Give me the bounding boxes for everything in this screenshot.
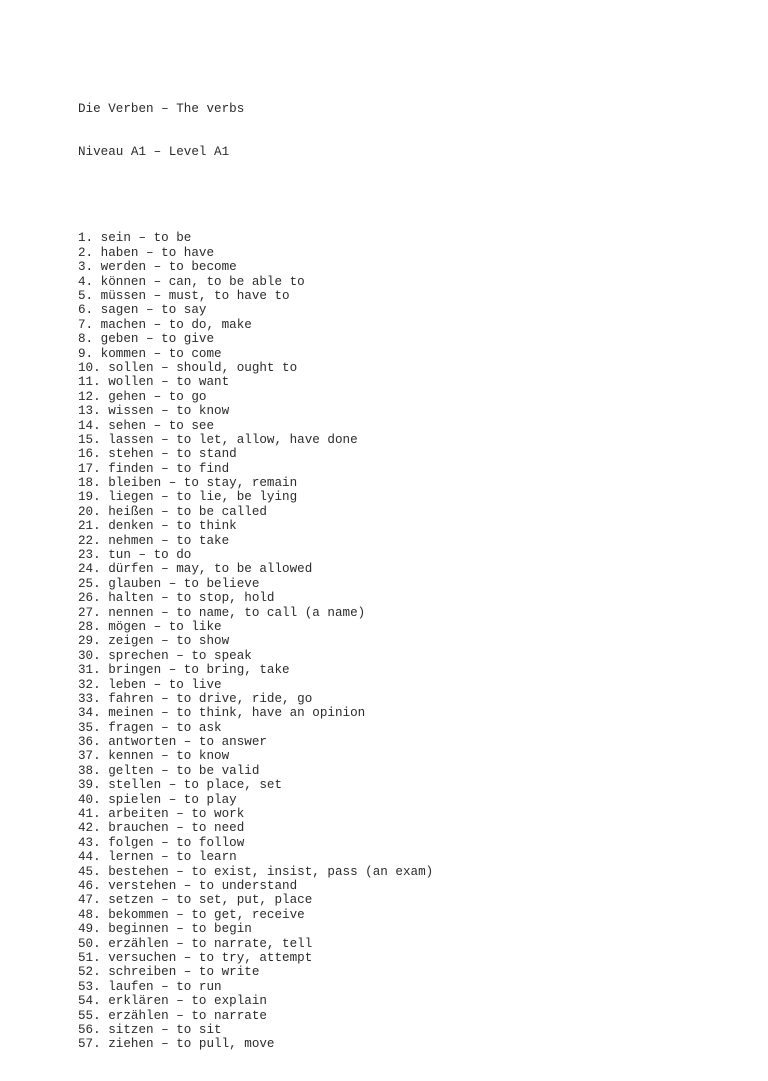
document-level: Niveau A1 – Level A1 — [78, 145, 230, 160]
verb-list-item: 28. mögen – to like — [78, 619, 222, 634]
verb-list-item: 51. versuchen – to try, attempt — [78, 950, 313, 965]
verb-list-item: 3. werden – to become — [78, 260, 237, 275]
verb-list-item: 55. erzählen – to narrate — [78, 1008, 267, 1023]
verb-list-item: 26. halten – to stop, hold — [78, 591, 275, 606]
blank-line — [78, 188, 433, 202]
document-content — [78, 73, 433, 1081]
verb-list-item: 33. fahren – to drive, ride, go — [78, 691, 313, 706]
verb-list-item: 32. leben – to live — [78, 677, 222, 692]
verb-list-item: 8. geben – to give — [78, 332, 215, 347]
verb-list-item: 34. meinen – to think, have an opinion — [78, 706, 366, 721]
verb-list-item: 46. verstehen – to understand — [78, 879, 298, 893]
verb-list — [78, 231, 433, 1051]
verb-list-item: 22. nehmen – to take — [78, 533, 230, 548]
verb-list-item: 29. zeigen – to show — [78, 634, 230, 649]
verb-list-item: 7. machen – to do, make — [78, 317, 252, 332]
verb-list-item: 56. sitzen – to sit — [78, 1022, 222, 1037]
verb-list-item: 35. fragen – to ask — [78, 720, 222, 735]
verb-list-item: 45. bestehen – to exist, insist, pass (an exam) — [78, 864, 434, 879]
verb-list-item: 38. gelten – to be valid — [78, 763, 260, 778]
verb-list-item: 12. gehen – to go — [78, 389, 207, 404]
verb-list-item: 30. sprechen – to speak — [78, 648, 252, 663]
verb-list-item: 23. tun – to do — [78, 548, 192, 563]
verb-list-item: 48. bekommen – to get, receive — [78, 907, 305, 922]
verb-list-item: 52. schreiben – to write — [78, 965, 260, 980]
verb-list-item: 27. nennen – to name, to call (a name) — [78, 605, 366, 620]
verb-list-item: 49. beginnen – to begin — [78, 922, 252, 937]
verb-list-item: 50. erzählen – to narrate, tell — [78, 936, 313, 951]
verb-list-item: 13. wissen – to know — [78, 404, 230, 419]
verb-list-item: 43. folgen – to follow — [78, 835, 245, 850]
verb-list-item: 47. setzen – to set, put, place — [78, 893, 313, 908]
verb-list-item: 39. stellen – to place, set — [78, 778, 283, 793]
verb-list-item: 21. denken – to think — [78, 519, 237, 534]
verb-list-item: 36. antworten – to answer — [78, 735, 267, 750]
verb-list-item: 10. sollen – should, ought to — [78, 360, 298, 375]
verb-list-item: 25. glauben – to believe — [78, 576, 260, 591]
verb-list-item: 9. kommen – to come — [78, 346, 222, 361]
verb-list-item: 14. sehen – to see — [78, 418, 215, 433]
verb-list-item: 1. sein – to be — [78, 231, 192, 246]
verb-list-item: 20. heißen – to be called — [78, 504, 267, 519]
verb-list-item: 24. dürfen – may, to be allowed — [78, 562, 313, 577]
verb-list-item: 16. stehen – to stand — [78, 447, 237, 462]
verb-list-item: 54. erklären – to explain — [78, 994, 267, 1009]
verb-list-item: 4. können – can, to be able to — [78, 274, 305, 289]
verb-list-item: 44. lernen – to learn — [78, 850, 237, 865]
verb-list-item: 31. bringen – to bring, take — [78, 663, 290, 678]
verb-list-item: 19. liegen – to lie, be lying — [78, 490, 298, 505]
verb-list-item: 57. ziehen – to pull, move — [78, 1037, 275, 1052]
verb-list-item: 40. spielen – to play — [78, 792, 237, 807]
verb-list-item: 42. brauchen – to need — [78, 821, 245, 836]
verb-list-item: 11. wollen – to want — [78, 375, 230, 390]
document-title: Die Verben – The verbs — [78, 101, 245, 116]
verb-list-item: 2. haben – to have — [78, 245, 215, 260]
verb-list-item: 53. laufen – to run — [78, 979, 222, 994]
verb-list-item: 17. finden – to find — [78, 461, 230, 476]
verb-list-item: 37. kennen – to know — [78, 749, 230, 764]
verb-list-item: 15. lassen – to let, allow, have done — [78, 432, 358, 447]
verb-list-item: 18. bleiben – to stay, remain — [78, 476, 298, 491]
verb-list-item: 5. müssen – must, to have to — [78, 288, 290, 303]
verb-list-item: 6. sagen – to say — [78, 303, 207, 318]
verb-list-item: 41. arbeiten – to work — [78, 807, 245, 822]
